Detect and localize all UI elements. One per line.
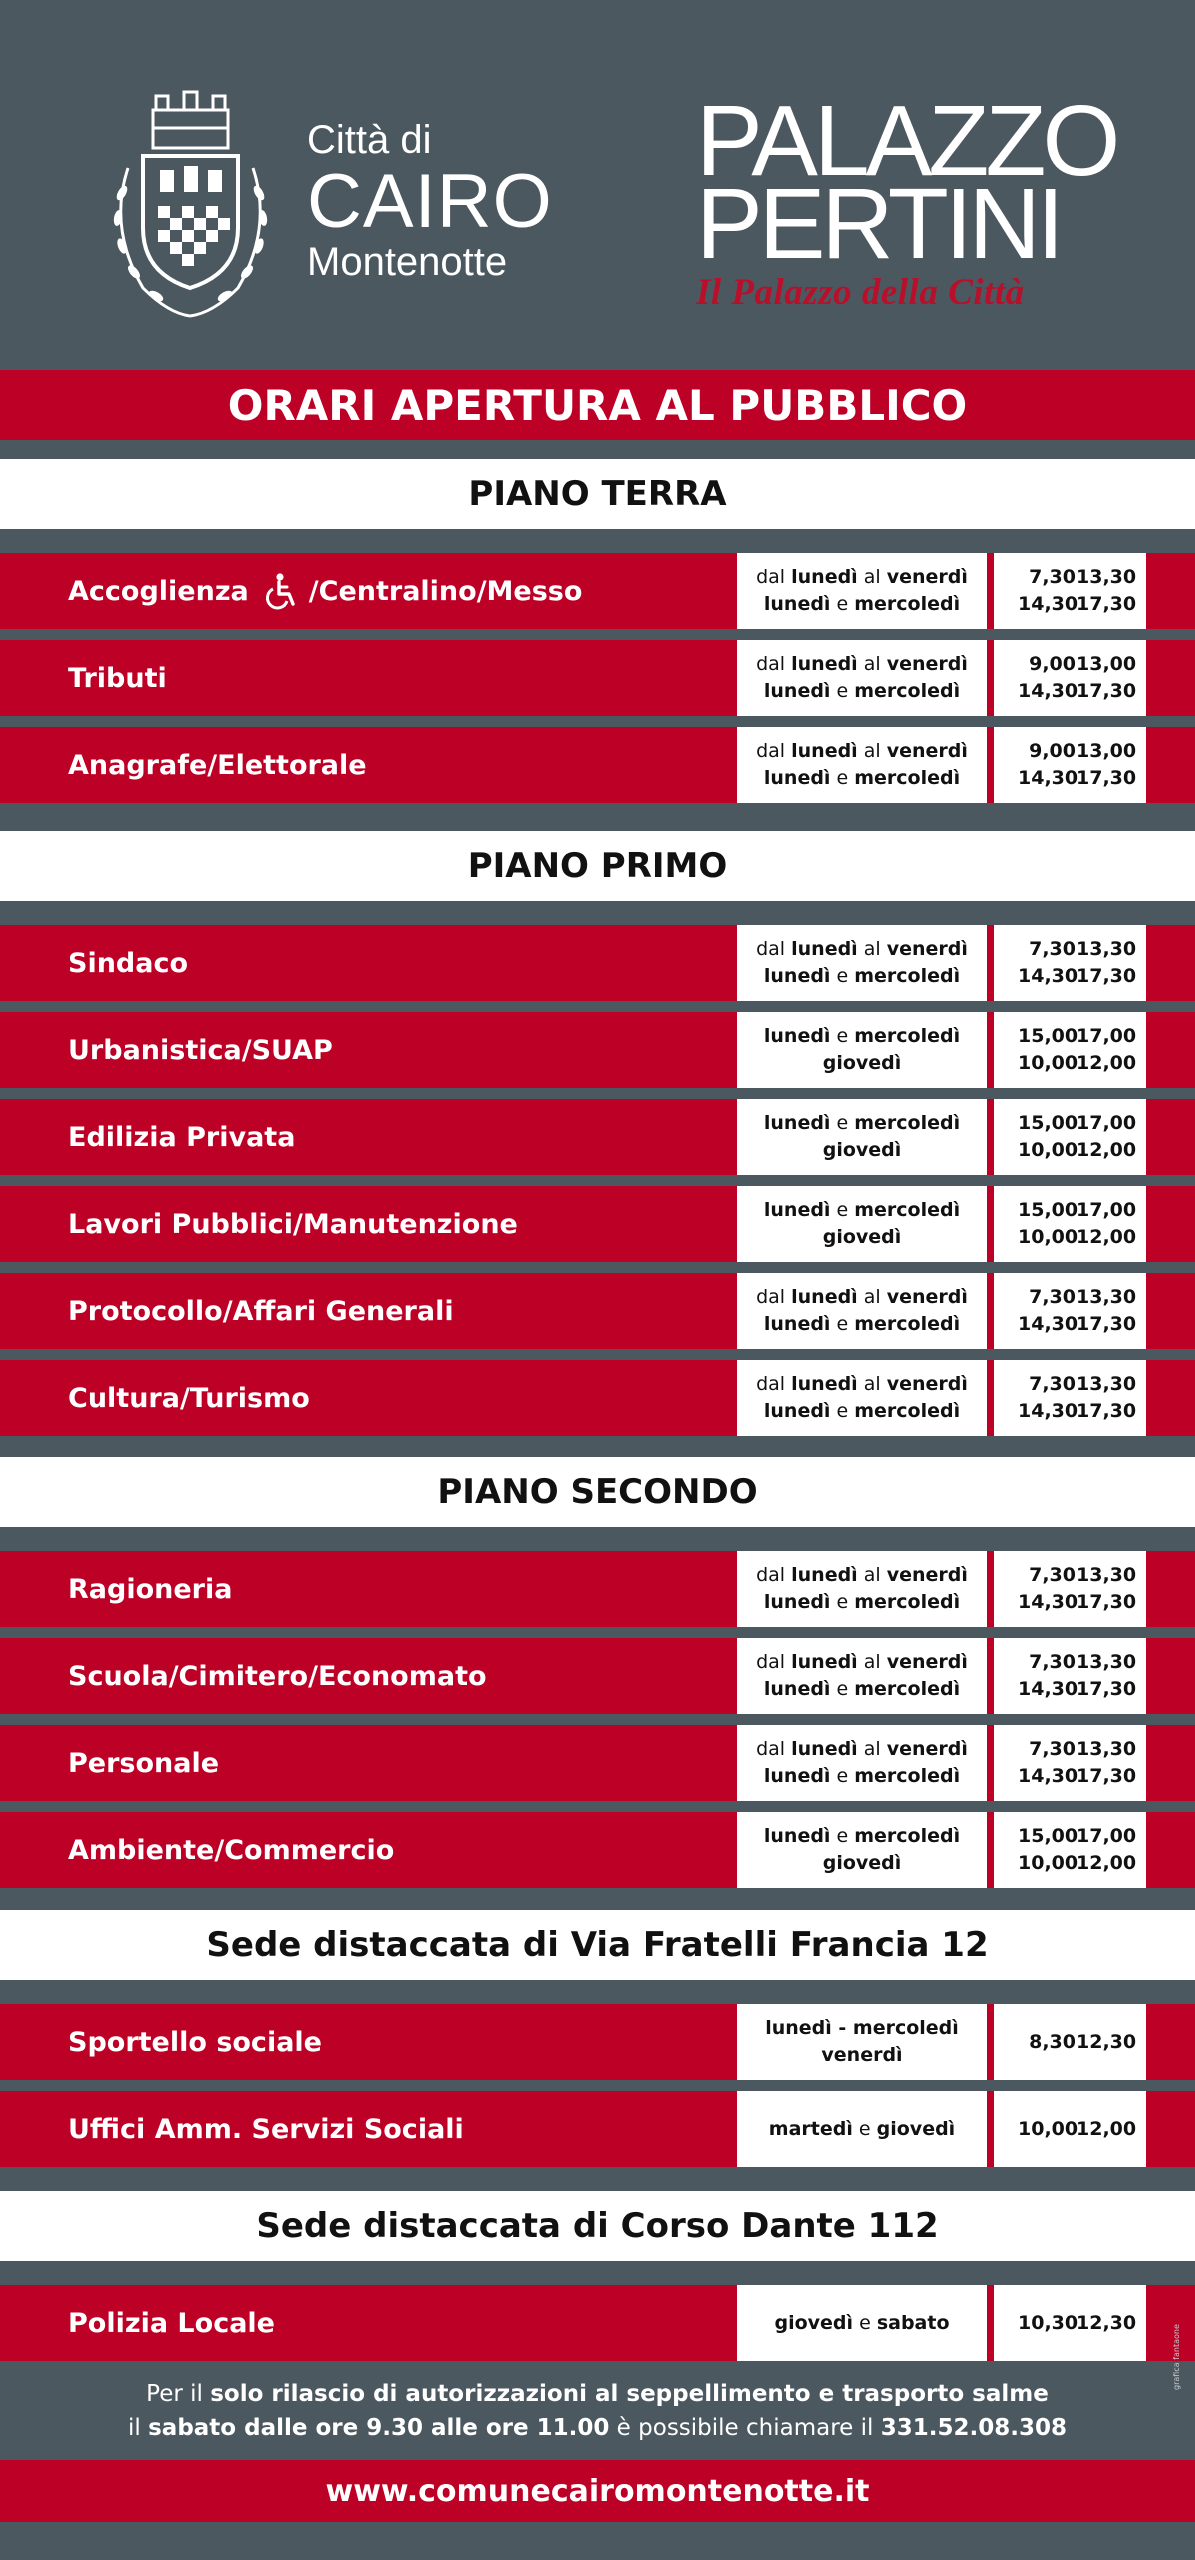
office-name: Anagrafe/Elettorale [68,749,367,781]
days-line [821,2042,902,2069]
office-name: Tributi [68,662,167,694]
text-run: dal [756,1651,792,1674]
days-line [764,1110,960,1137]
office-row [0,1638,1195,1714]
close-time: 17,30 [1076,1400,1137,1422]
text-run: e [830,1591,855,1613]
text-run: lunedì [791,566,858,589]
text-run: mercoledì [854,1025,961,1048]
text-run: venerdì [886,740,968,763]
close-time: 17,30 [1076,1313,1137,1335]
text-run: al [857,1373,887,1396]
days-line [756,936,968,963]
office-row [0,2091,1195,2167]
days-line [764,963,960,990]
palazzo-logo [696,85,1117,313]
text-run: dal [756,1564,792,1587]
text-run: giovedì [822,1052,902,1074]
close-time: 13,30 [1076,1738,1137,1761]
hours-line [1018,1589,1137,1616]
text-run: e [830,1313,855,1335]
open-time: 7,30 [1029,1564,1076,1587]
text-run: lunedì [791,1373,858,1396]
office-row [0,925,1195,1001]
opening-days [737,727,987,803]
text-run: venerdì [821,2044,903,2066]
opening-hours [994,1638,1146,1714]
opening-hours [994,2285,1146,2361]
graphic-credit: grafica fantaone [1172,2324,1181,2390]
days-line [764,678,960,705]
days-line [764,1589,960,1616]
open-time: 14,30 [1018,1400,1079,1422]
opening-hours [994,1360,1146,1436]
opening-days [737,1273,987,1349]
close-time: 13,00 [1076,653,1137,676]
days-line [756,564,968,591]
opening-days [737,1725,987,1801]
hours-line [1018,564,1137,591]
office-name: Polizia Locale [68,2307,275,2339]
text-run: dal [756,740,792,763]
opening-hours [994,1099,1146,1175]
close-time: 13,30 [1076,1564,1137,1587]
open-time: 8,30 [1029,2030,1076,2053]
hours-line [1018,2116,1137,2143]
hours-line [1018,1823,1137,1850]
close-time: 13,30 [1076,1373,1137,1396]
text-run: mercoledì [854,767,961,789]
text-run: lunedì [791,740,858,763]
text-run: è possibile chiamare il [609,2415,881,2441]
open-time: 10,00 [1018,1226,1079,1248]
hours-line [1018,651,1137,678]
open-time: 14,30 [1018,965,1079,987]
close-time: 17,00 [1076,1025,1137,1048]
text-run: giovedì [876,2117,956,2140]
opening-hours [994,1186,1146,1262]
hours-line [1018,678,1137,705]
close-time: 17,00 [1076,1825,1137,1848]
text-run: lunedì [763,1313,831,1335]
burial-note [0,2362,1195,2460]
text-run: dal [756,1286,792,1309]
text-run: al [857,566,887,589]
days-line [764,1823,960,1850]
opening-days [737,1638,987,1714]
opening-days [737,553,987,629]
close-time: 17,30 [1076,593,1137,615]
office-row [0,1186,1195,1262]
text-run: solo rilascio di autorizzazioni al seppellimento e trasporto salme [210,2380,1049,2407]
palazzo-line2: PERTINI [696,168,1061,280]
office-row [0,1099,1195,1175]
opening-days [737,640,987,716]
days-line [764,1311,960,1338]
days-line [769,2116,955,2143]
office-name: Personale [68,1747,220,1779]
days-line [823,1050,902,1077]
text-run: lunedì [763,1825,831,1848]
opening-days [737,1186,987,1262]
open-time: 7,30 [1029,1651,1076,1674]
text-run: lunedì [763,1591,831,1613]
text-run: mercoledì [854,1765,961,1787]
text-run: lunedì [763,965,831,987]
days-line [756,1649,968,1676]
hours-line [1018,1311,1137,1338]
days-line [823,1137,902,1164]
close-time: 13,30 [1076,566,1137,589]
section-title: Sede distaccata di Corso Dante 112 [0,2191,1195,2261]
section-title: PIANO TERRA [0,459,1195,529]
opening-hours [994,1273,1146,1349]
opening-hours [994,1012,1146,1088]
office-row [0,727,1195,803]
website-link[interactable]: www.comunecairomontenotte.it [0,2460,1195,2522]
text-run: al [857,938,887,961]
days-line [756,1371,968,1398]
header [0,0,1195,370]
close-time: 17,00 [1076,1199,1137,1222]
text-run: lunedì [791,938,858,961]
office-name: Urbanistica/SUAP [68,1034,333,1066]
opening-days [737,1099,987,1175]
hours-line [1018,1371,1137,1398]
section-title: PIANO PRIMO [0,831,1195,901]
text-run: mercoledì [854,965,961,987]
open-time: 14,30 [1018,1765,1079,1787]
hours-line [1018,963,1137,990]
close-time: 13,30 [1076,1286,1137,1309]
text-run: venerdì [886,1564,968,1587]
open-time: 14,30 [1018,1313,1079,1335]
hours-line [1018,765,1137,792]
close-time: 17,30 [1076,1765,1137,1787]
text-run: lunedì [763,1400,831,1422]
text-run: venerdì [886,1651,968,1674]
hours-line [1018,1224,1137,1251]
hours-line [1018,1023,1137,1050]
text-run: venerdì [886,938,968,961]
opening-days [737,1812,987,1888]
days-line [756,1284,968,1311]
office-row [0,1012,1195,1088]
text-run: giovedì [774,2311,854,2334]
city-post: Montenotte [307,240,508,284]
text-run: martedì [768,2117,853,2140]
opening-days [737,1012,987,1088]
close-time: 17,00 [1076,1112,1137,1135]
text-run: mercoledì [854,1678,961,1700]
city-name [307,120,553,282]
text-run: lunedì [763,1765,831,1787]
office-name: Ambiente/Commercio [68,1834,395,1866]
hours-line [1018,1850,1137,1877]
open-time: 14,30 [1018,1591,1079,1613]
days-line [765,2015,959,2042]
office-row [0,2004,1195,2080]
close-time: 13,00 [1076,740,1137,763]
text-run: 331.52.08.308 [880,2415,1067,2441]
close-time: 13,30 [1076,938,1137,961]
days-line [774,2310,949,2337]
text-run: mercoledì [854,1825,961,1848]
opening-hours [994,640,1146,716]
text-run: sabato dalle ore 9.30 alle ore 11.00 [148,2415,610,2441]
office-name: Ragioneria [68,1573,233,1605]
close-time: 12,00 [1076,1139,1137,1161]
page-title: ORARI APERTURA AL PUBBLICO [0,370,1195,440]
hours-line [1018,1284,1137,1311]
office-name: Cultura/Turismo [68,1382,310,1414]
text-run: venerdì [886,653,968,676]
text-run: mercoledì [854,1199,961,1222]
text-run: e [830,1825,855,1848]
text-run: venerdì [886,1286,968,1309]
opening-days [737,925,987,1001]
opening-days [737,2285,987,2361]
open-time: 15,00 [1018,1825,1079,1848]
opening-hours [994,1812,1146,1888]
close-time: 13,30 [1076,1651,1137,1674]
office-name-part: Accoglienza [68,575,249,607]
days-line [764,1023,960,1050]
text-run: e [853,2311,877,2334]
days-line [823,1224,902,1251]
open-time: 14,30 [1018,593,1079,615]
open-time: 7,30 [1029,1373,1076,1396]
text-run: e [852,2117,877,2140]
opening-hours [994,925,1146,1001]
note-line-1 [146,2377,1049,2412]
close-time: 17,30 [1076,680,1137,702]
text-run: dal [756,938,792,961]
office-name: Lavori Pubblici/Manutenzione [68,1208,518,1240]
days-line [764,765,960,792]
opening-days [737,1551,987,1627]
office-name: Sindaco [68,947,189,979]
opening-hours [994,727,1146,803]
text-run: lunedì [763,593,831,615]
close-time: 12,30 [1076,2311,1137,2334]
opening-hours [994,553,1146,629]
open-time: 14,30 [1018,680,1079,702]
hours-line [1018,2310,1137,2337]
office-row [0,2285,1195,2361]
open-time: 15,00 [1018,1112,1079,1135]
text-run: e [830,1400,855,1422]
close-time: 17,30 [1076,965,1137,987]
text-run: dal [756,1738,792,1761]
text-run: lunedì [763,1678,831,1700]
office-name-part: /Centralino/Messo [308,575,583,607]
office-row [0,640,1195,716]
text-run: lunedì [763,1199,831,1222]
text-run: e [830,1199,855,1222]
text-run: mercoledì [854,593,961,615]
section-title: PIANO SECONDO [0,1457,1195,1527]
open-time: 7,30 [1029,1286,1076,1309]
days-line [756,1562,968,1589]
open-time: 15,00 [1018,1025,1079,1048]
opening-days [737,2091,987,2167]
open-time: 9,00 [1029,653,1076,676]
office-row [0,1273,1195,1349]
opening-hours [994,1551,1146,1627]
office-name: Scuola/Cimitero/Economato [68,1660,487,1692]
text-run: e [830,593,855,615]
days-line [764,1676,960,1703]
city-pre: Città di [307,118,432,162]
hours-line [1018,936,1137,963]
open-time: 15,00 [1018,1199,1079,1222]
close-time: 12,30 [1076,2030,1137,2053]
text-run: lunedì - mercoledì [765,2017,959,2040]
open-time: 14,30 [1018,767,1079,789]
open-time: 10,30 [1018,2311,1079,2334]
hours-line [1018,1649,1137,1676]
text-run: dal [756,653,792,676]
text-run: venerdì [886,1738,968,1761]
hours-line [1018,1197,1137,1224]
hours-line [1018,1763,1137,1790]
text-run: lunedì [791,653,858,676]
office-row [0,1812,1195,1888]
close-time: 17,30 [1076,1591,1137,1613]
text-run: e [830,1025,855,1048]
city-main: CAIRO [307,159,553,244]
days-line [764,1197,960,1224]
close-time: 17,30 [1076,767,1137,789]
days-line [756,738,968,765]
text-run: mercoledì [854,680,961,702]
hours-line [1018,591,1137,618]
office-name [68,553,582,629]
hours-line [1018,1562,1137,1589]
text-run: giovedì [822,1226,902,1248]
palazzo-line1: PALAZZO [696,85,1117,197]
open-time: 7,30 [1029,938,1076,961]
office-name: Uffici Amm. Servizi Sociali [68,2113,464,2145]
open-time: 10,00 [1018,2117,1079,2140]
text-run: lunedì [791,1651,858,1674]
text-run: mercoledì [854,1313,961,1335]
hours-line [1018,1398,1137,1425]
office-row [0,1725,1195,1801]
close-time: 12,00 [1076,2117,1137,2140]
text-run: lunedì [791,1286,858,1309]
hours-line [1018,1137,1137,1164]
note-line-2 [128,2411,1067,2446]
hours-line [1018,1736,1137,1763]
text-run: mercoledì [854,1400,961,1422]
text-run: al [857,1564,887,1587]
text-run: e [830,680,855,702]
close-time: 12,00 [1076,1852,1137,1874]
text-run: il [128,2415,149,2441]
opening-hours [994,1725,1146,1801]
text-run: e [830,965,855,987]
text-run: dal [756,1373,792,1396]
open-time: 7,30 [1029,566,1076,589]
open-time: 14,30 [1018,1678,1079,1700]
hours-line [1018,738,1137,765]
text-run: mercoledì [854,1112,961,1135]
text-run: lunedì [791,1738,858,1761]
days-line [764,1398,960,1425]
text-run: lunedì [791,1564,858,1587]
text-run: lunedì [763,767,831,789]
hours-line [1018,1050,1137,1077]
open-time: 7,30 [1029,1738,1076,1761]
opening-hours [994,2091,1146,2167]
text-run: al [857,740,887,763]
text-run: giovedì [822,1852,902,1874]
office-name: Edilizia Privata [68,1121,296,1153]
office-name: Protocollo/Affari Generali [68,1295,454,1327]
opening-days [737,2004,987,2080]
close-time: 12,00 [1076,1226,1137,1248]
hours-line [1018,1676,1137,1703]
text-run: e [830,767,855,789]
open-time: 10,00 [1018,1139,1079,1161]
text-run: sabato [876,2311,950,2334]
office-row [0,553,1195,629]
palazzo-sub: Il Palazzo della Città [696,272,1025,313]
hours-line [1018,2029,1137,2056]
open-time: 10,00 [1018,1852,1079,1874]
text-run: giovedì [822,1139,902,1161]
text-run: e [830,1765,855,1787]
text-run: lunedì [763,680,831,702]
text-run: venerdì [886,1373,968,1396]
open-time: 10,00 [1018,1052,1079,1074]
days-line [764,1763,960,1790]
opening-hours [994,2004,1146,2080]
office-row [0,1360,1195,1436]
text-run: dal [756,566,792,589]
days-line [756,1736,968,1763]
wheelchair-icon [259,571,299,611]
days-line [823,1850,902,1877]
office-name: Sportello sociale [68,2026,322,2058]
close-time: 12,00 [1076,1052,1137,1074]
text-run: Per il [146,2380,211,2407]
section-title: Sede distaccata di Via Fratelli Francia 12 [0,1910,1195,1980]
text-run: al [857,1651,887,1674]
text-run: lunedì [763,1112,831,1135]
text-run: lunedì [763,1025,831,1048]
text-run: al [857,1738,887,1761]
text-run: venerdì [886,566,968,589]
days-line [756,651,968,678]
crest-icon [98,88,283,323]
text-run: al [857,1286,887,1309]
days-line [764,591,960,618]
office-row [0,1551,1195,1627]
close-time: 17,30 [1076,1678,1137,1700]
text-run: e [830,1112,855,1135]
text-run: mercoledì [854,1591,961,1613]
opening-days [737,1360,987,1436]
open-time: 9,00 [1029,740,1076,763]
hours-line [1018,1110,1137,1137]
text-run: e [830,1678,855,1700]
text-run: al [857,653,887,676]
